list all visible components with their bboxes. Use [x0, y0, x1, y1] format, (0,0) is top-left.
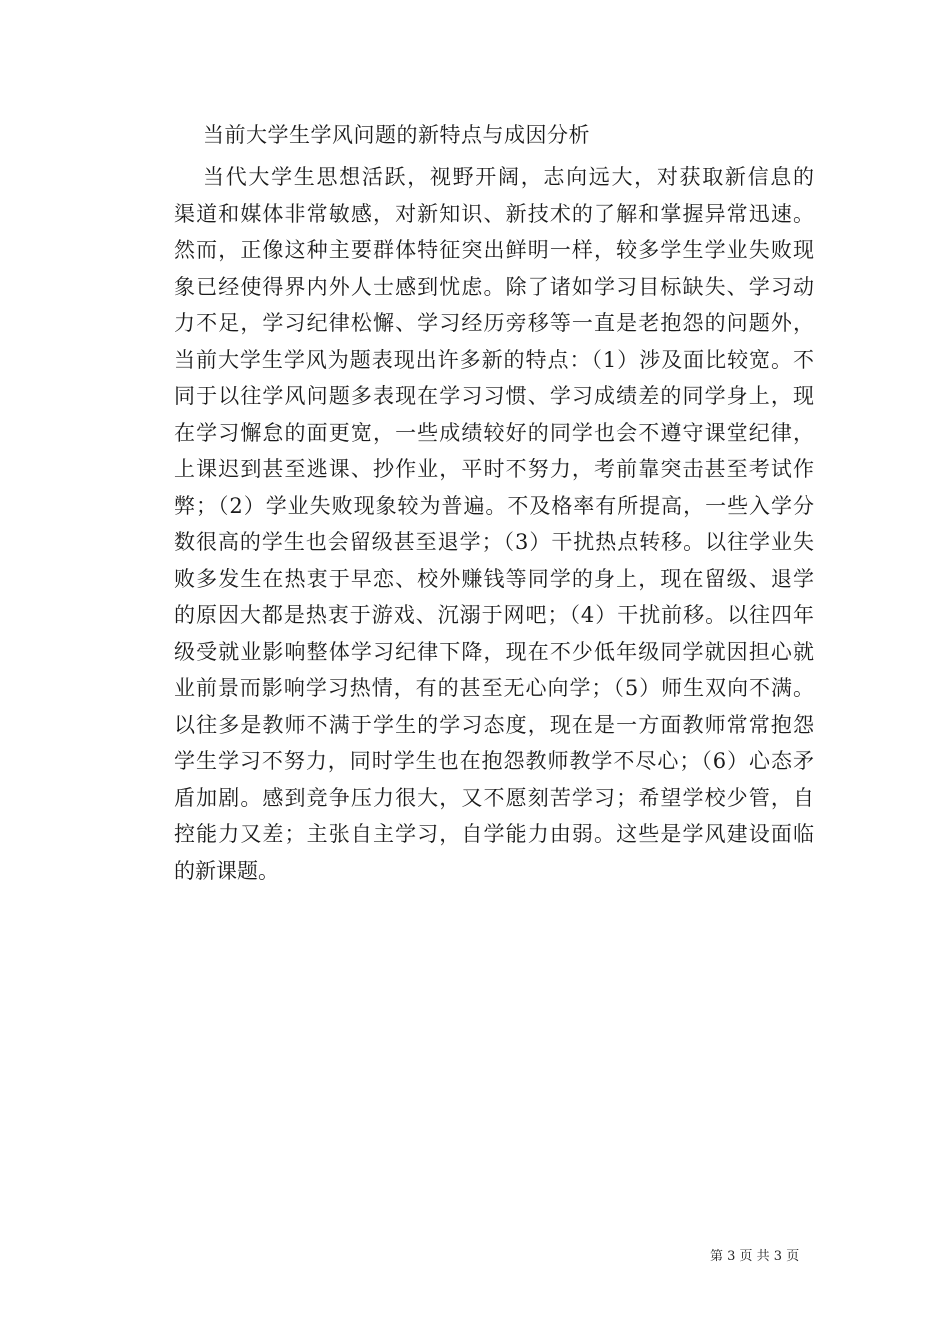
paragraph-line: 当代大学生思想活跃，视野开阔，志向远大，对获取新信息的 [203, 165, 814, 189]
paragraph-line: 力不足，学习纪律松懈、学习经历旁移等一直是老抱怨的问题外， [174, 311, 814, 335]
paragraph-line: 弊；（2）学业失败现象较为普遍。不及格率有所提高，一些入学分 [174, 493, 814, 518]
paragraph-line: 当前大学生学风为题表现出许多新的特点：（1）涉及面比较宽。不 [174, 347, 814, 372]
page-number-footer: 第 3 页 共 3 页 [710, 1249, 800, 1264]
paragraph-line: 数很高的学生也会留级甚至退学；（3）干扰热点转移。以往学业失 [174, 530, 814, 554]
document-title: 当前大学生学风问题的新特点与成因分析 [203, 123, 590, 147]
paragraph-line: 上课迟到甚至逃课、抄作业，平时不努力，考前靠突击甚至考试作 [174, 457, 814, 481]
paragraph-line: 的新课题。 [174, 858, 279, 883]
paragraph-line: 学生学习不努力，同时学生也在抱怨教师教学不尽心；（6）心态矛 [174, 749, 814, 773]
paragraph-line: 在学习懈怠的面更宽，一些成绩较好的同学也会不遵守课堂纪律， [174, 420, 814, 445]
paragraph-line: 业前景而影响学习热情，有的甚至无心向学；（5）师生双向不满。 [174, 676, 814, 700]
paragraph-line: 渠道和媒体非常敏感，对新知识、新技术的了解和掌握异常迅速。 [174, 201, 814, 226]
paragraph-line: 败多发生在热衷于早恋、校外赚钱等同学的身上，现在留级、退学 [174, 566, 814, 591]
paragraph-line: 以往多是教师不满于学生的学习态度，现在是一方面教师常常抱怨 [174, 712, 814, 737]
paragraph-line: 盾加剧。感到竞争压力很大，又不愿刻苦学习；希望学校少管，自 [174, 785, 814, 810]
paragraph-line: 象已经使得界内外人士感到忧虑。除了诸如学习目标缺失、学习动 [174, 274, 814, 299]
paragraph-line: 控能力又差；主张自主学习，自学能力由弱。这些是学风建设面临 [174, 822, 814, 846]
paragraph-line: 然而，正像这种主要群体特征突出鲜明一样，较多学生学业失败现 [174, 238, 814, 262]
paragraph-line: 的原因大都是热衷于游戏、沉溺于网吧；（4）干扰前移。以往四年 [174, 603, 814, 627]
paragraph-line: 同于以往学风问题多表现在学习习惯、学习成绩差的同学身上，现 [174, 384, 814, 408]
paragraph-line: 级受就业影响整体学习纪律下降，现在不少低年级同学就因担心就 [174, 639, 814, 664]
body-paragraph [174, 159, 814, 889]
